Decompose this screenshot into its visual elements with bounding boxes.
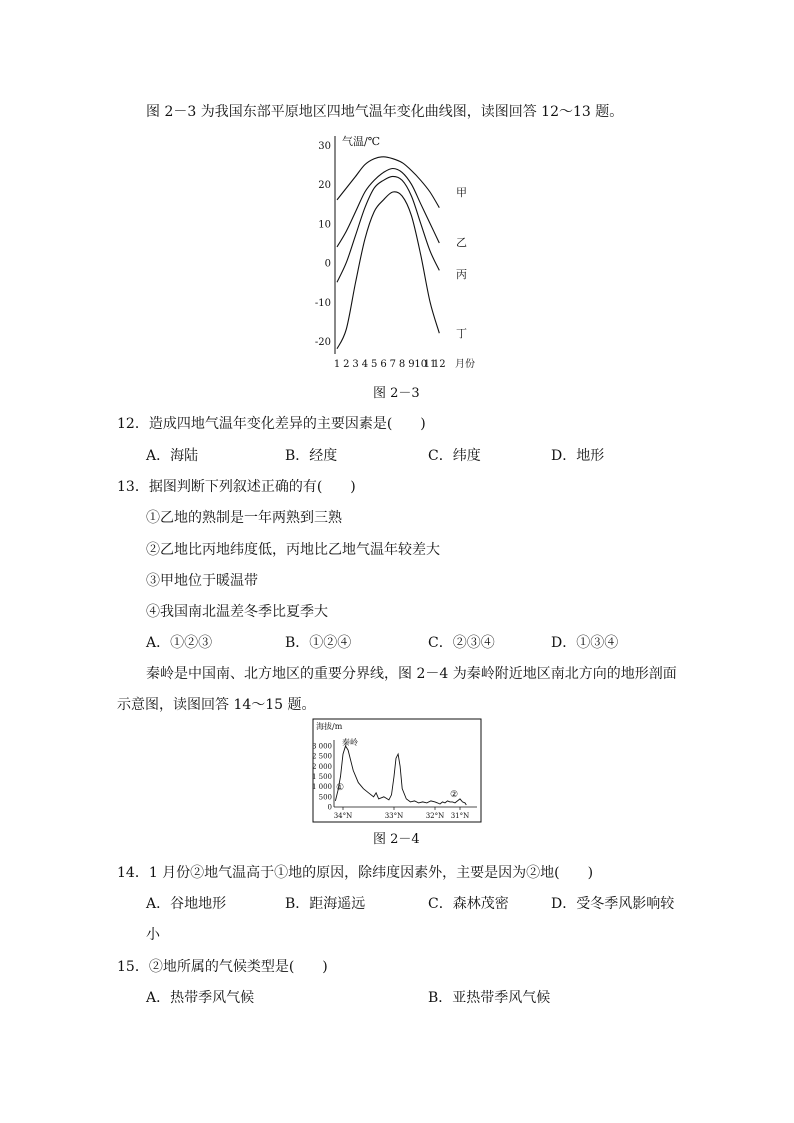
- x-tick-label: 1: [333, 359, 341, 370]
- x-tick-label: 32°N: [425, 812, 445, 820]
- y-tick-label: -20: [314, 337, 331, 348]
- x-tick-label: 9: [408, 359, 415, 370]
- q13-option-a[interactable]: A．①②③: [146, 635, 213, 651]
- series-label-4: 丁: [456, 327, 467, 340]
- y-tick-label: 2 000: [311, 762, 332, 771]
- temperature-curve-4: [337, 192, 439, 349]
- q15-option-b[interactable]: B．亚热带季风气候: [428, 990, 551, 1006]
- x-tick-label: 5: [371, 359, 378, 370]
- x-tick-label: 2: [343, 359, 350, 370]
- terrain-profile-chart: [312, 718, 482, 824]
- x-tick-label: 31°N: [450, 812, 470, 820]
- chart-ylabel: 气温/℃: [342, 135, 381, 148]
- y-tick-label: 2 500: [311, 752, 332, 761]
- temperature-curve-1: [337, 157, 439, 208]
- intro-text-14-15-line2: 示意图，读图回答 14～15 题。: [117, 697, 316, 713]
- chart-frame: [313, 719, 481, 822]
- q13-option-d[interactable]: D．①③④: [551, 635, 619, 651]
- y-tick-label: 500: [318, 793, 332, 802]
- x-tick-label: 34°N: [333, 812, 353, 820]
- q12-option-a[interactable]: A．海陆: [146, 448, 199, 464]
- x-tick-label: 12: [432, 359, 446, 370]
- y-tick-label: 3 000: [311, 742, 332, 751]
- x-tick-label: 7: [389, 359, 396, 370]
- x-tick-label: 10: [414, 359, 428, 370]
- q14-stem: 14．1 月份②地气温高于①地的原因，除纬度因素外，主要是因为②地( ): [117, 865, 594, 881]
- q12-stem: 12．造成四地气温年变化差异的主要因素是( ): [117, 416, 426, 432]
- fig-2-3-caption: 图 2－3: [373, 386, 420, 401]
- x-unit-label: 月份: [455, 359, 475, 370]
- q14-option-a[interactable]: A．谷地地形: [146, 896, 227, 912]
- x-tick-label: 33°N: [384, 812, 404, 820]
- point-1-label: ①: [336, 783, 345, 793]
- y-tick-label: 20: [318, 180, 331, 192]
- q14-option-b[interactable]: B．距海遥远: [285, 896, 366, 912]
- q13-statement-3: ③甲地位于暖温带: [146, 573, 258, 589]
- q13-stem: 13．据图判断下列叙述正确的有( ): [117, 479, 356, 495]
- y-tick-label: -10: [314, 297, 331, 309]
- q14-option-d-wrap: 小: [146, 927, 160, 943]
- y-tick-label: 30: [318, 141, 331, 152]
- q13-option-c[interactable]: C．②③④: [428, 635, 495, 651]
- y-tick-label: 1 500: [311, 773, 332, 781]
- q13-option-b[interactable]: B．①②④: [285, 635, 352, 651]
- series-label-3: 丙: [456, 268, 467, 281]
- q14-option-d[interactable]: D．受冬季风影响较: [551, 896, 675, 912]
- q12-option-c[interactable]: C．纬度: [428, 448, 481, 464]
- qinling-label: 秦岭: [342, 738, 358, 747]
- point-2-label: ②: [450, 790, 459, 800]
- intro-text-14-15-line1: 秦岭是中国南、北方地区的重要分界线，图 2－4 为秦岭附近地区南北方向的地形剖面: [146, 666, 677, 682]
- series-label-1: 甲: [456, 186, 467, 199]
- chart-ylabel: 海拔/m: [316, 722, 343, 731]
- y-tick-label: 0: [327, 803, 332, 812]
- intro-text-12-13: 图 2－3 为我国东部平原地区四地气温年变化曲线图，读图回答 12～13 题。: [146, 104, 624, 120]
- q13-statement-4: ④我国南北温差冬季比夏季大: [146, 604, 328, 620]
- y-tick-label: 0: [324, 258, 331, 270]
- x-tick-label: 3: [352, 359, 359, 370]
- q14-option-c[interactable]: C．森林茂密: [428, 896, 509, 912]
- q12-option-d[interactable]: D．地形: [551, 448, 605, 464]
- y-tick-label: 10: [318, 219, 331, 231]
- q12-option-b[interactable]: B．经度: [285, 448, 338, 464]
- x-tick-label: 6: [380, 359, 387, 370]
- fig-2-4-caption: 图 2－4: [373, 832, 420, 847]
- terrain-profile-line: [335, 746, 466, 805]
- q15-stem: 15．②地所属的气候类型是( ): [117, 959, 328, 975]
- x-tick-label: 8: [398, 359, 406, 370]
- temperature-curve-3: [337, 176, 439, 282]
- x-tick-label: 11: [423, 359, 437, 370]
- q15-option-a[interactable]: A．热带季风气候: [146, 990, 255, 1006]
- y-tick-label: 1 000: [311, 783, 332, 792]
- q13-statement-2: ②乙地比丙地纬度低，丙地比乙地气温年较差大: [146, 542, 440, 558]
- x-tick-label: 4: [361, 359, 369, 370]
- series-label-2: 乙: [456, 236, 467, 249]
- temperature-chart: [314, 132, 490, 374]
- q13-statement-1: ①乙地的熟制是一年两熟到三熟: [146, 510, 342, 526]
